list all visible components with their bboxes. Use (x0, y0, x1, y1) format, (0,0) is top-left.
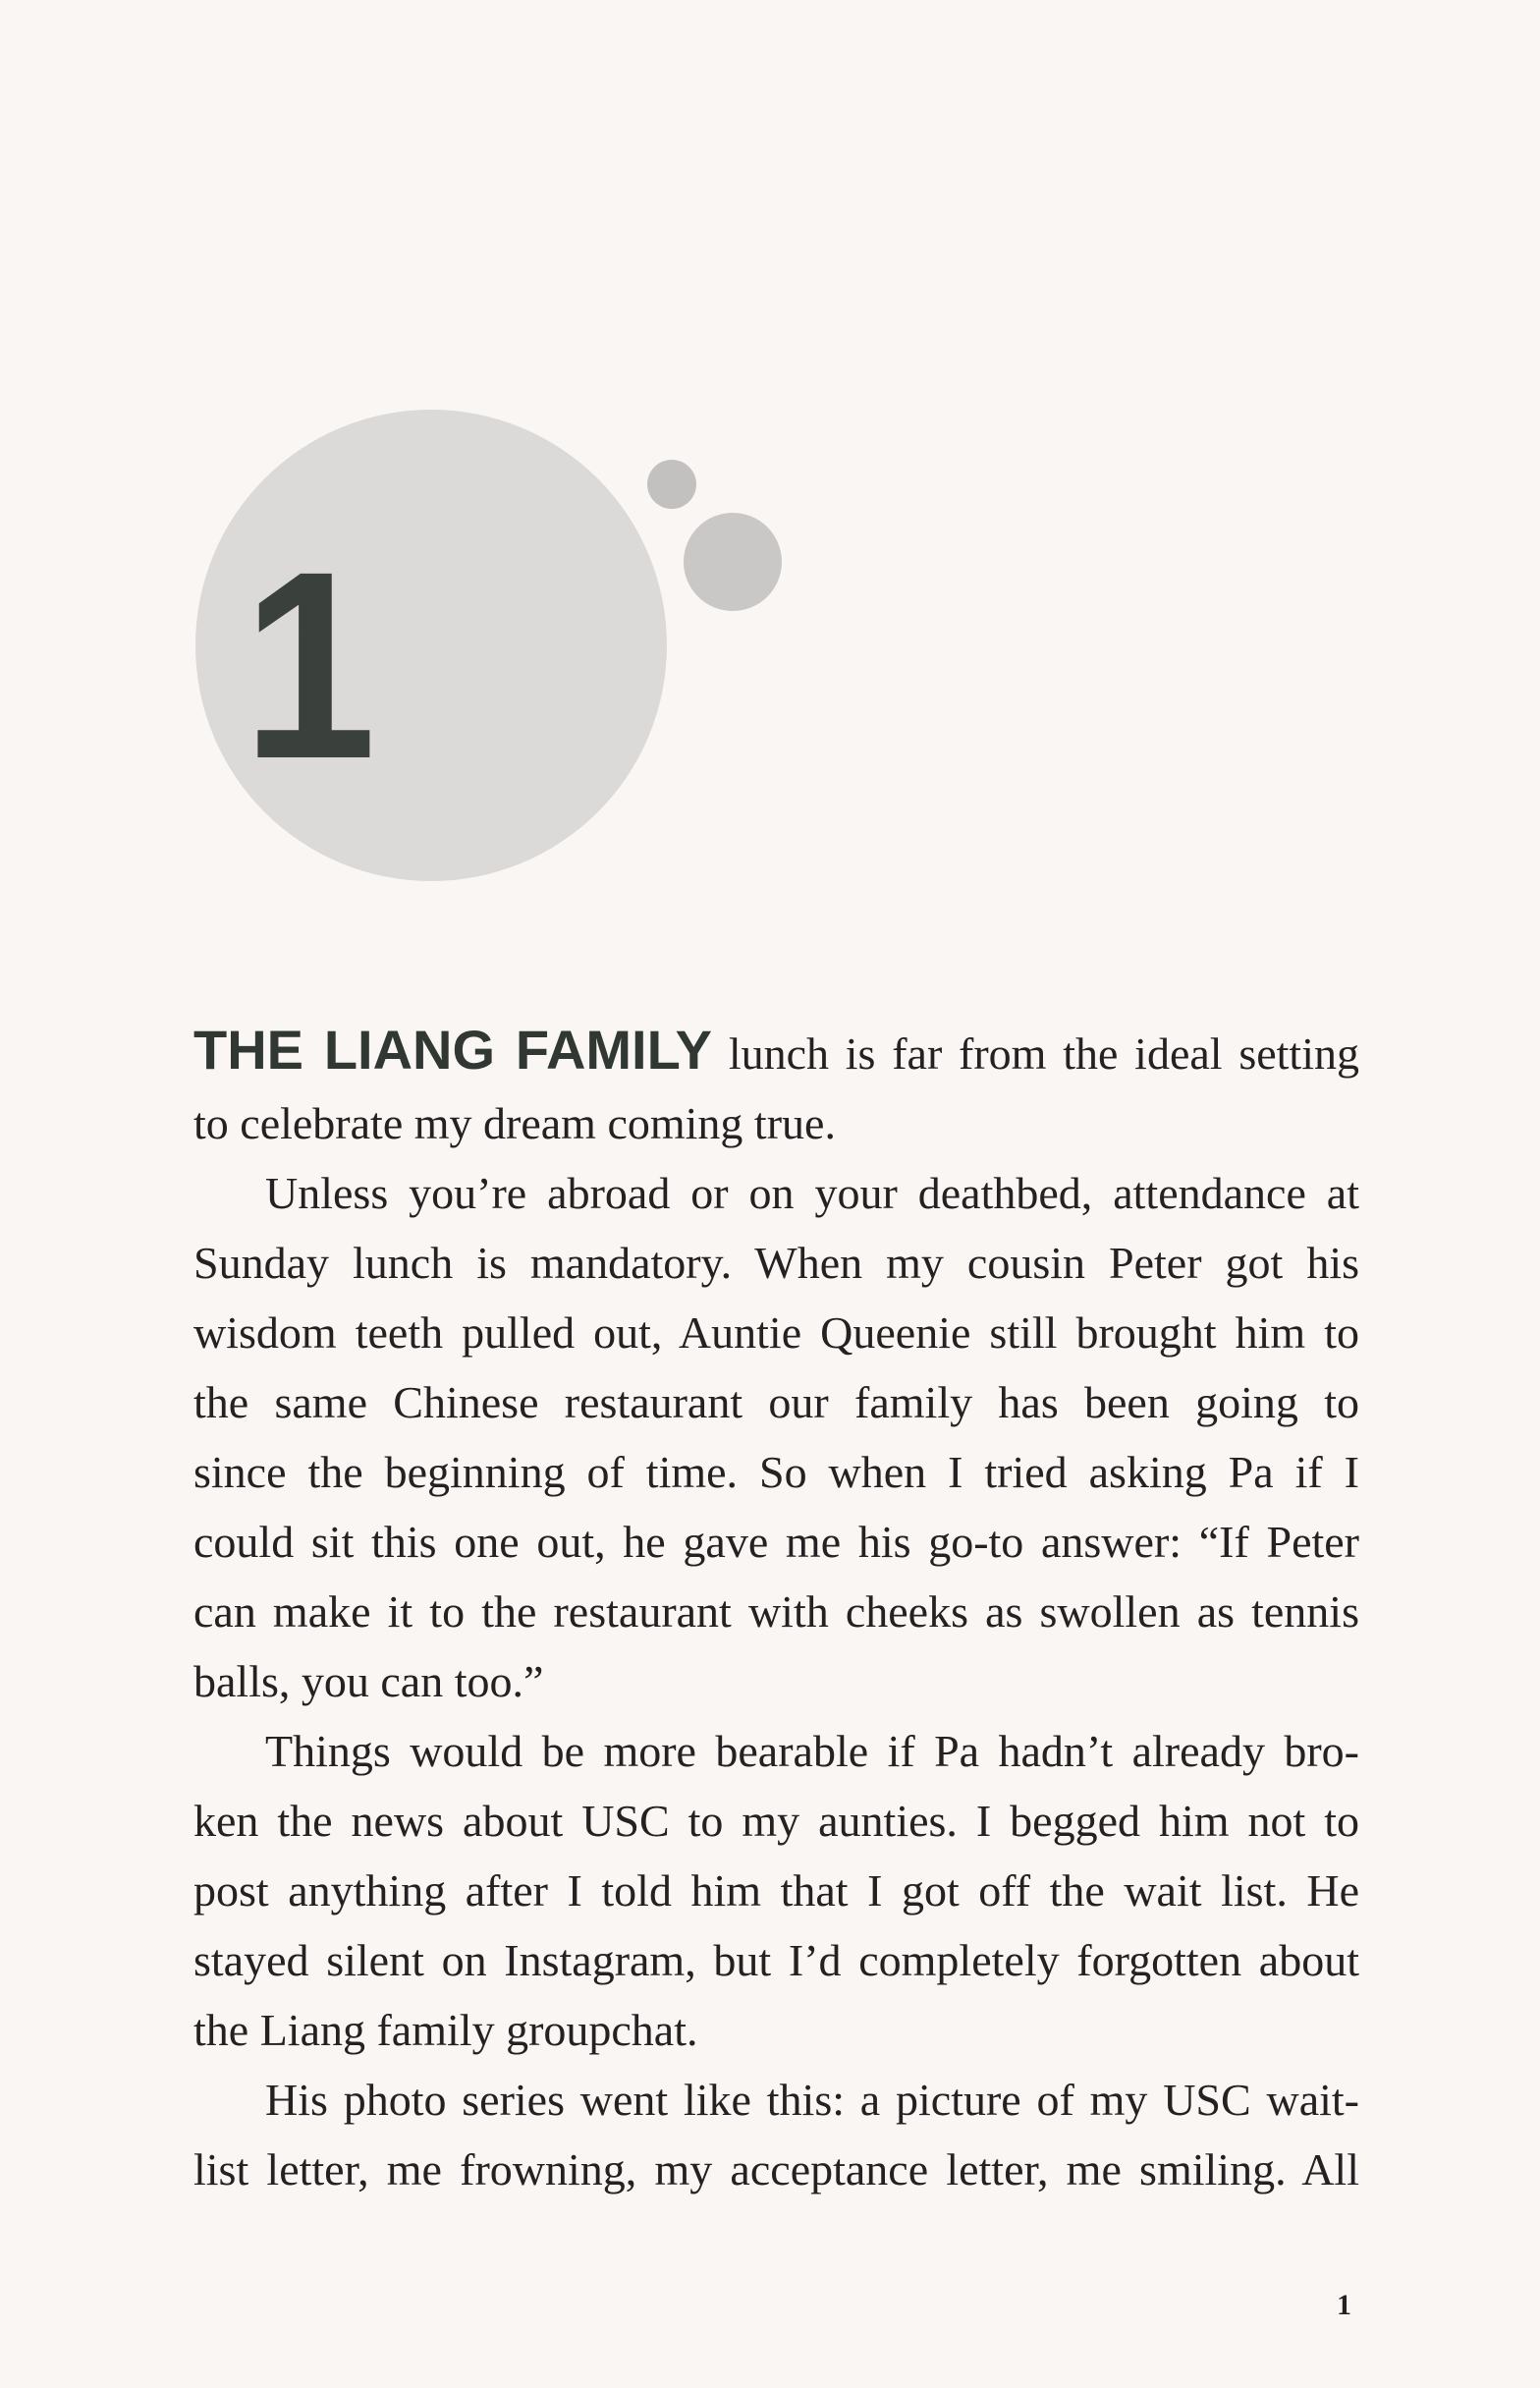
text-line: wisdom teeth pulled out, Auntie Queenie still brought him to (193, 1307, 1359, 1358)
paragraph (193, 1019, 1359, 1158)
text-line-rest: lunch is far from the ideal setting (728, 1028, 1359, 1079)
ornament-dot-small (647, 460, 696, 509)
text-line: post anything after I told him that I got off the wait list. He (193, 1865, 1359, 1916)
text-line: Unless you’re abroad or on your deathbed, attendance at (265, 1168, 1359, 1218)
paragraph (193, 2065, 1359, 2204)
text-line (193, 1019, 1359, 1088)
text-line: stayed silent on Instagram, but I’d completely forgotten about (193, 1935, 1359, 1985)
paragraph (193, 1158, 1359, 1716)
ornament-dot-medium (684, 513, 782, 611)
text-line: since the beginning of time. So when I tried asking Pa if I (193, 1447, 1359, 1497)
chapter-number: 1 (243, 516, 377, 814)
text-line: the same Chinese restaurant our family has been going to (193, 1377, 1359, 1427)
text-line: His photo series went like this: a picture of my USC wait- (265, 2075, 1359, 2125)
text-line: balls, you can too.” (193, 1656, 544, 1706)
text-line: list letter, me frowning, my acceptance letter, me smiling. All (193, 2144, 1359, 2194)
paragraph (193, 1716, 1359, 2065)
text-line: Things would be more bearable if Pa hadn’t already bro- (265, 1726, 1359, 1776)
text-line: to celebrate my dream coming true. (193, 1098, 836, 1148)
text-line: ken the news about USC to my aunties. I begged him not to (193, 1796, 1359, 1846)
page-number: 1 (1337, 2289, 1351, 2321)
text-line: could sit this one out, he gave me his go-to answer: “If Peter (193, 1517, 1359, 1567)
text-line: the Liang family groupchat. (193, 2005, 698, 2055)
text-line: Sunday lunch is mandatory. When my cousin Peter got his (193, 1238, 1359, 1288)
body-text (193, 1019, 1359, 2204)
lead-in: THE LIANG FAMILY (193, 1019, 713, 1081)
text-line: can make it to the restaurant with cheeks as swollen as tennis (193, 1586, 1359, 1637)
